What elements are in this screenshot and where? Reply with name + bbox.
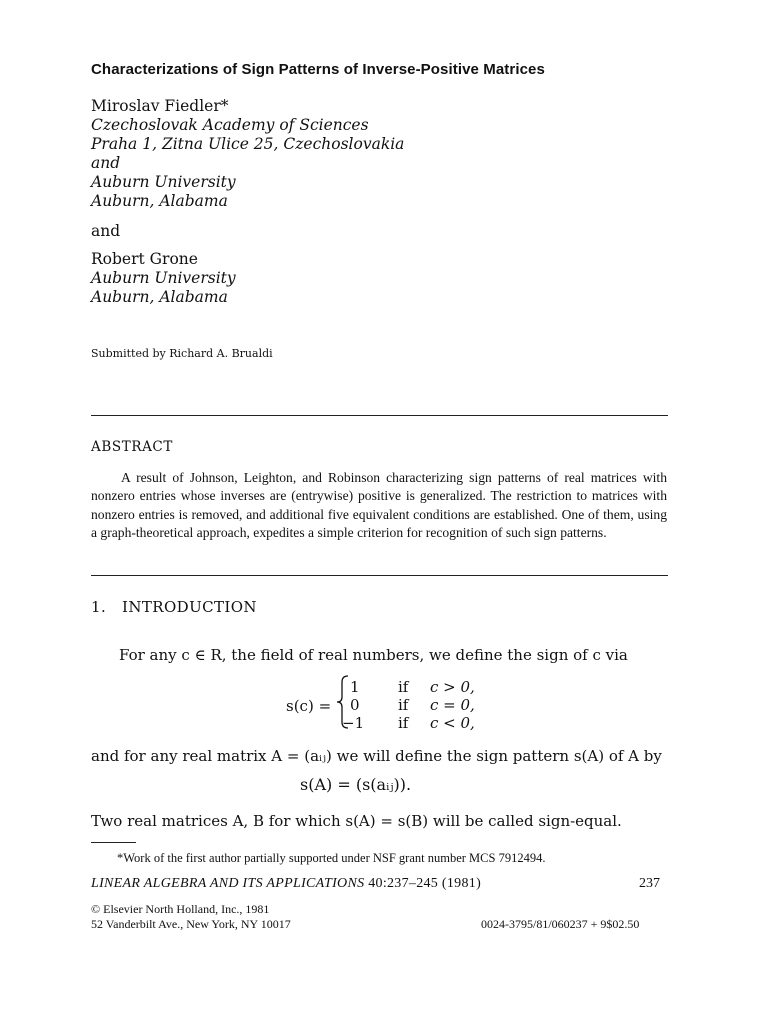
- case-2-if: if: [398, 696, 409, 714]
- copyright: © Elsevier North Holland, Inc., 1981: [91, 902, 270, 916]
- abstract-heading: ABSTRACT: [91, 439, 173, 455]
- author-1-affiliation-1: Czechoslovak Academy of Sciences: [91, 116, 369, 134]
- section-number: 1.: [91, 598, 107, 616]
- rule-bottom: [91, 575, 668, 576]
- journal-ref: 40:237–245 (1981): [368, 876, 482, 891]
- case-3-value: −1: [342, 714, 365, 732]
- case-3-condition: c < 0,: [430, 714, 475, 732]
- page-number: 237: [639, 876, 660, 891]
- abstract-text: A result of Johnson, Leighton, and Robinson characterizing sign patterns of real matrices with nonzero entries whose inverses are (entrywise) positive is generalized. The restriction to matrices with nonzero entries is removed, and additional five equivalent conditions are established. One of them, using a graph-theoretical approach, expedites a simple criterion for recognition of such sign patterns.: [91, 470, 667, 540]
- author-1-affiliation-2: Praha 1, Zitna Ulice 25, Czechoslovakia: [91, 135, 405, 153]
- author-1-affiliation-3: Auburn University: [91, 173, 236, 191]
- intro-line-2: and for any real matrix A = (aᵢⱼ) we will define the sign pattern s(A) of A by: [91, 747, 662, 765]
- footnote-rule: [91, 842, 136, 843]
- author-1-affiliation-and: and: [91, 154, 121, 172]
- sign-pattern-equation: s(A) = (s(aᵢⱼ)).: [300, 775, 412, 794]
- case-1-value: 1: [350, 678, 360, 696]
- author-1-block: [91, 97, 404, 211]
- rule-top: [91, 415, 668, 416]
- section-heading: [91, 598, 257, 616]
- case-2-value: 0: [350, 696, 360, 714]
- publisher-address: 52 Vanderbilt Ave., New York, NY 10017: [91, 917, 291, 931]
- intro-line-3: Two real matrices A, B for which s(A) = s(B) will be called sign-equal.: [91, 812, 622, 830]
- case-1-if: if: [398, 678, 409, 696]
- author-2-block: [91, 250, 236, 307]
- abstract-body: [91, 469, 667, 542]
- submitted-by: Submitted by Richard A. Brualdi: [91, 347, 273, 360]
- author-2-affiliation-2: Auburn, Alabama: [91, 288, 228, 306]
- author-2-name: Robert Grone: [91, 250, 198, 268]
- journal-name: LINEAR ALGEBRA AND ITS APPLICATIONS: [91, 876, 365, 891]
- author-1-name: Miroslav Fiedler*: [91, 97, 229, 115]
- author-separator: and: [91, 222, 121, 240]
- footnote: *Work of the first author partially supported under NSF grant number MCS 7912494.: [117, 851, 546, 865]
- section-title: INTRODUCTION: [122, 598, 257, 616]
- paper-title: Characterizations of Sign Patterns of Inverse-Positive Matrices: [91, 61, 545, 78]
- case-2-condition: c = 0,: [430, 696, 475, 714]
- price-code: 0024-3795/81/060237 + 9$02.50: [481, 917, 640, 931]
- journal-line: [91, 876, 481, 892]
- intro-line-1: For any c ∈ R, the field of real numbers, we define the sign of c via: [119, 646, 628, 664]
- author-2-affiliation-1: Auburn University: [91, 269, 236, 287]
- case-1-condition: c > 0,: [430, 678, 475, 696]
- cases-lhs: s(c) =: [286, 697, 332, 715]
- author-1-affiliation-4: Auburn, Alabama: [91, 192, 228, 210]
- case-3-if: if: [398, 714, 409, 732]
